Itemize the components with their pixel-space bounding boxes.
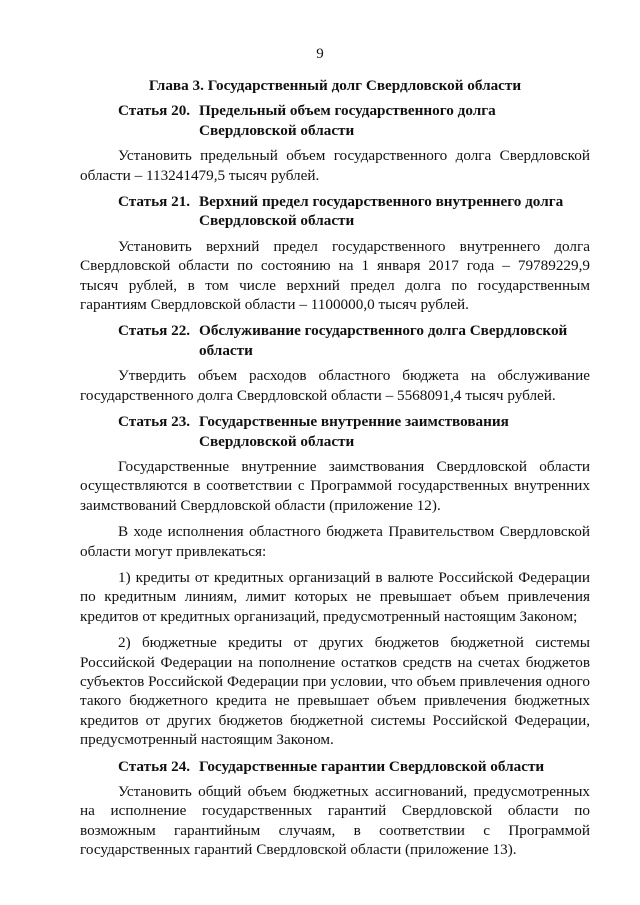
article-number: Статья 24. <box>118 757 191 775</box>
page-number: 9 <box>316 46 324 62</box>
article-heading <box>80 192 590 231</box>
article-number: Статья 21. <box>118 193 191 211</box>
article-heading <box>80 757 590 776</box>
article-number: Статья 20. <box>118 102 191 120</box>
article-paragraph: В ходе исполнения областного бюджета Правительством Свердловской области могут привлекаться: <box>80 523 590 560</box>
article-heading <box>80 101 590 140</box>
article-paragraph: Установить общий объем бюджетных ассигнований, предусмотренных на исполнение государственных гарантий Свердловской области по возможным гарантийным случаям, в соответствии с Программой государственных гарантий Свердловской области (приложение 13). <box>80 783 590 859</box>
article-paragraph: 1) кредиты от кредитных организаций в валюте Российской Федерации по кредитным линиям, лимит которых не превышает объем привлечения кредитов от кредитных организаций, предусмотренный настоящим Законом; <box>80 568 590 625</box>
article-title: Государственные гарантии Свердловской области <box>199 757 545 775</box>
article-paragraph: Установить предельный объем государственного долга Свердловской области – 113241479,5 тысяч рублей. <box>80 147 590 184</box>
chapter-title: Глава 3. Государственный долг Свердловской области <box>148 77 522 94</box>
article-title: Обслуживание государственного долга Свердловской области <box>199 322 568 359</box>
article-paragraph: Утвердить объем расходов областного бюджета на обслуживание государственного долга Свердловской области – 5568091,4 тысяч рублей. <box>80 367 590 404</box>
article-title: Государственные внутренние заимствования Свердловской области <box>199 413 509 450</box>
article-paragraph: Установить верхний предел государственного внутреннего долга Свердловской области по состоянию на 1 января 2017 года – 79789229,9 тысяч рублей, в том числе верхний предел долга по государственным гарантиям Свердловской области – 1100000,0 тысяч рублей. <box>80 237 590 314</box>
article-heading <box>80 321 590 360</box>
article-title: Предельный объем государственного долга Свердловской области <box>199 102 496 139</box>
document-body <box>80 76 590 867</box>
article-number: Статья 23. <box>118 413 191 431</box>
article-number: Статья 22. <box>118 322 191 340</box>
article-paragraph: Государственные внутренние заимствования Свердловской области осуществляются в соответствии с Программой государственных внутренних заимствований Свердловской области (приложение 12). <box>80 457 590 514</box>
article-heading <box>80 412 590 451</box>
article-title: Верхний предел государственного внутреннего долга Свердловской области <box>199 193 564 230</box>
article-paragraph: 2) бюджетные кредиты от других бюджетов бюджетной системы Российской Федерации на пополнение остатков средств на счетах бюджетов субъектов Российской Федерации при условии, что объем привлечения одного такого бюджетного кредита не превышает объем привлечения бюджетных кредитов от других бюджетов бюджетной системы Российской Федерации, предусмотренный настоящим Законом. <box>80 634 590 749</box>
